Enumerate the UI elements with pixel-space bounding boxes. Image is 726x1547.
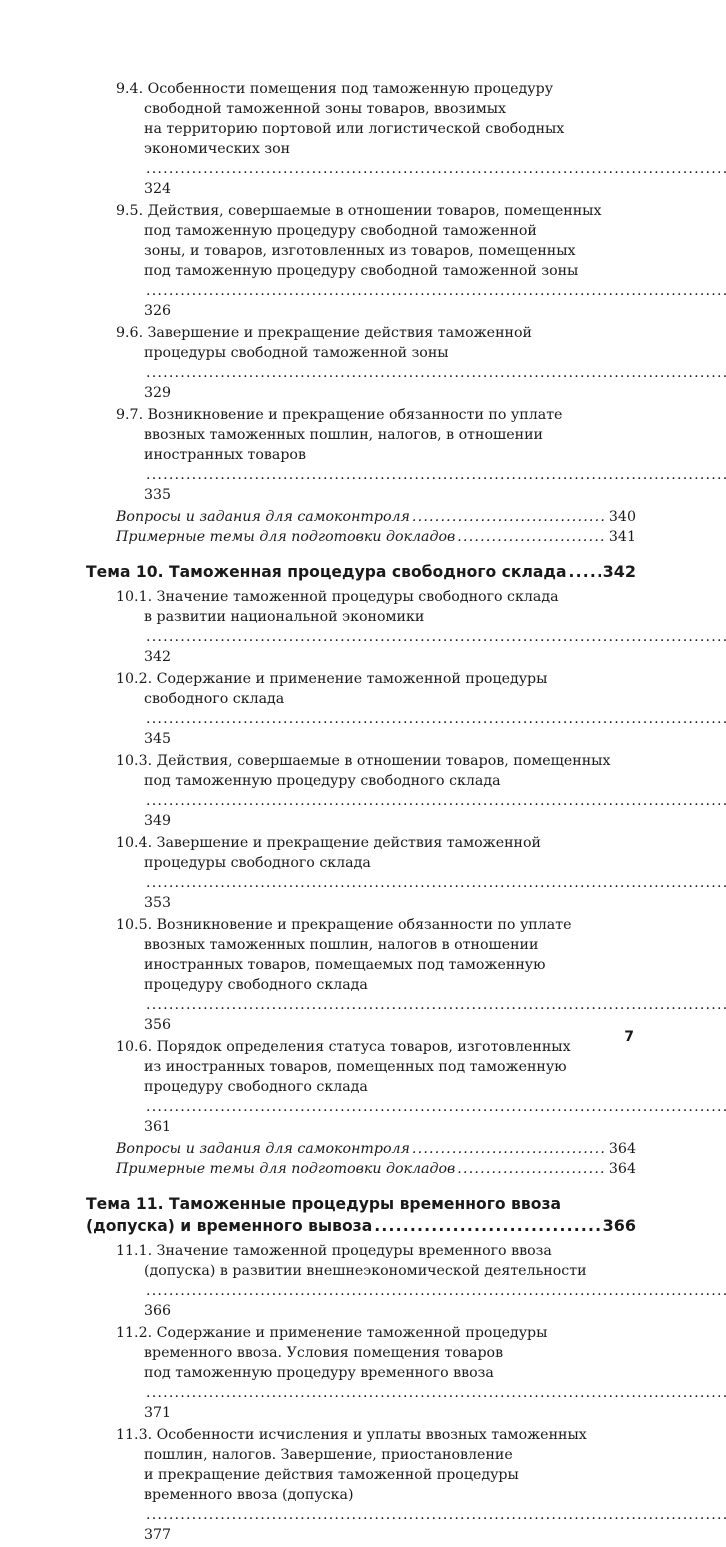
entry-line: пошлин, налогов. Завершение, приостановление xyxy=(144,1447,513,1463)
entry-line: 10.4. Завершение и прекращение действия таможенной xyxy=(116,835,542,851)
page-ref: 349 xyxy=(144,813,172,829)
dot-leader xyxy=(457,1159,607,1179)
entry-line: процедуру свободного склада xyxy=(144,977,368,993)
entry-line: под таможенную процедуру временного ввоза xyxy=(144,1365,494,1381)
entry-line: под таможенную процедуру свободного склада xyxy=(144,773,501,789)
entry-line: Примерные темы для подготовки докладов xyxy=(116,1161,456,1177)
toc-entry-11-1[interactable] xyxy=(116,1241,636,1321)
page-ref: 342 xyxy=(144,649,172,665)
entry-line: 10.2. Содержание и применение таможенной процедуры xyxy=(116,671,548,687)
entry-last-line xyxy=(144,445,636,505)
entry-line: (допуска) в развитии внешнеэкономической деятельности xyxy=(144,1263,587,1279)
entry-line: Вопросы и задания для самоконтроля xyxy=(116,509,410,525)
toc-entry-10-6[interactable] xyxy=(116,1037,636,1137)
page-ref: 340 xyxy=(608,509,636,525)
dot-leader xyxy=(412,507,607,527)
dot-leader xyxy=(146,711,726,727)
entry-last-line xyxy=(144,771,636,831)
toc-entry-11-3[interactable] xyxy=(116,1425,636,1545)
entry-line: свободного склада xyxy=(144,691,285,707)
page-ref: 364 xyxy=(608,1141,636,1157)
toc-entry-report-themes[interactable] xyxy=(116,1159,636,1179)
page-ref: 345 xyxy=(144,731,172,747)
entry-line: 9.5. Действия, совершаемые в отношении товаров, помещенных xyxy=(116,203,602,219)
entry-line: процедуры свободного склада xyxy=(144,855,371,871)
entry-line: экономических зон xyxy=(144,141,291,157)
dot-leader xyxy=(146,629,726,645)
toc-entry-10-5[interactable] xyxy=(116,915,636,1035)
topic-title: Тема 10. Таможенная процедура свободного склада xyxy=(86,563,567,581)
page-number: 7 xyxy=(624,1029,634,1045)
dot-leader xyxy=(146,467,726,483)
page-ref: 364 xyxy=(608,1161,636,1177)
entry-line: процедуру свободного склада xyxy=(144,1079,368,1095)
dot-leader xyxy=(146,793,726,809)
entry-line: 9.6. Завершение и прекращение действия таможенной xyxy=(116,325,532,341)
toc-entry-report-themes[interactable] xyxy=(116,527,636,547)
page-ref: 356 xyxy=(144,1017,172,1033)
toc-entry-9-4[interactable] xyxy=(116,79,636,199)
topic-title: Тема 11. Таможенные процедуры временного ввоза xyxy=(86,1195,562,1213)
entry-line: 11.2. Содержание и применение таможенной процедуры xyxy=(116,1325,548,1341)
dot-leader xyxy=(146,161,726,177)
entry-line: процедуры свободной таможенной зоны xyxy=(144,345,449,361)
entry-line: 10.1. Значение таможенной процедуры свободного склада xyxy=(116,589,559,605)
page-ref: 366 xyxy=(144,1303,172,1319)
entry-line: Вопросы и задания для самоконтроля xyxy=(116,1141,410,1157)
dot-leader xyxy=(146,365,726,381)
entry-line: под таможенную процедуру свободной таможенной зоны xyxy=(144,263,579,279)
entry-line: из иностранных товаров, помещенных под таможенную xyxy=(144,1059,567,1075)
entry-line: 11.1. Значение таможенной процедуры временного ввоза xyxy=(116,1243,552,1259)
entry-last-line xyxy=(144,343,636,403)
dot-leader xyxy=(374,1215,600,1237)
entry-line: зоны, и товаров, изготовленных из товаров, помещенных xyxy=(144,243,576,259)
entry-last-line xyxy=(144,1077,636,1137)
entry-line: иностранных товаров, помещаемых под таможенную xyxy=(144,957,546,973)
dot-leader xyxy=(569,561,601,583)
toc-entry-questions[interactable] xyxy=(116,1139,636,1159)
table-of-contents xyxy=(86,79,636,1547)
toc-topic-10[interactable] xyxy=(86,561,636,583)
entry-line: под таможенную процедуру свободной таможенной xyxy=(144,223,537,239)
page-ref: 371 xyxy=(144,1405,172,1421)
entry-line: ввозных таможенных пошлин, налогов в отношении xyxy=(144,937,539,953)
toc-entry-10-4[interactable] xyxy=(116,833,636,913)
entry-line: 10.6. Порядок определения статуса товаров, изготовленных xyxy=(116,1039,571,1055)
page-ref: 361 xyxy=(144,1119,172,1135)
entry-last-line xyxy=(144,975,636,1035)
entry-line: временного ввоза (допуска) xyxy=(144,1487,354,1503)
dot-leader xyxy=(146,1283,726,1299)
entry-line: 9.4. Особенности помещения под таможенную процедуру xyxy=(116,81,554,97)
page-ref: 353 xyxy=(144,895,172,911)
entry-last-line xyxy=(144,139,636,199)
toc-entry-11-2[interactable] xyxy=(116,1323,636,1423)
entry-line: 10.5. Возникновение и прекращение обязанности по уплате xyxy=(116,917,572,933)
dot-leader xyxy=(146,875,726,891)
entry-last-line xyxy=(144,1485,636,1545)
entry-line: временного ввоза. Условия помещения товаров xyxy=(144,1345,504,1361)
entry-line: ввозных таможенных пошлин, налогов, в отношении xyxy=(144,427,543,443)
toc-entry-9-6[interactable] xyxy=(116,323,636,403)
dot-leader xyxy=(146,997,726,1013)
page-ref: 342 xyxy=(602,562,636,581)
entry-last-line xyxy=(144,689,636,749)
page-ref: 324 xyxy=(144,181,172,197)
entry-last-line xyxy=(144,853,636,913)
entry-last-line xyxy=(144,1261,636,1321)
toc-entry-questions[interactable] xyxy=(116,507,636,527)
entry-line: Примерные темы для подготовки докладов xyxy=(116,529,456,545)
entry-line: и прекращение действия таможенной процедуры xyxy=(144,1467,519,1483)
dot-leader xyxy=(146,283,726,299)
entry-line: 9.7. Возникновение и прекращение обязанности по уплате xyxy=(116,407,563,423)
dot-leader xyxy=(146,1385,726,1401)
toc-entry-9-7[interactable] xyxy=(116,405,636,505)
entry-line: в развитии национальной экономики xyxy=(144,609,425,625)
entry-line: иностранных товаров xyxy=(144,447,306,463)
page-ref: 329 xyxy=(144,385,172,401)
toc-entry-10-2[interactable] xyxy=(116,669,636,749)
entry-line: свободной таможенной зоны товаров, ввозимых xyxy=(144,101,507,117)
dot-leader xyxy=(146,1507,726,1523)
entry-line: на территорию портовой или логистической свободных xyxy=(144,121,565,137)
toc-topic-11[interactable] xyxy=(86,1193,636,1237)
entry-last-line xyxy=(144,607,636,667)
entry-last-line xyxy=(144,1363,636,1423)
toc-entry-10-1[interactable] xyxy=(116,587,636,667)
entry-line: 10.3. Действия, совершаемые в отношении товаров, помещенных xyxy=(116,753,611,769)
toc-entry-9-5[interactable] xyxy=(116,201,636,321)
page-ref: 366 xyxy=(602,1216,636,1235)
dot-leader xyxy=(457,527,607,547)
page-ref: 377 xyxy=(144,1527,172,1543)
page-ref: 326 xyxy=(144,303,172,319)
dot-leader xyxy=(146,1099,726,1115)
entry-last-line xyxy=(144,261,636,321)
page-ref: 341 xyxy=(608,529,636,545)
dot-leader xyxy=(412,1139,607,1159)
toc-entry-10-3[interactable] xyxy=(116,751,636,831)
entry-line: 11.3. Особенности исчисления и уплаты ввозных таможенных xyxy=(116,1427,587,1443)
page-ref: 335 xyxy=(144,487,172,503)
topic-title: (допуска) и временного вывоза xyxy=(86,1217,373,1235)
